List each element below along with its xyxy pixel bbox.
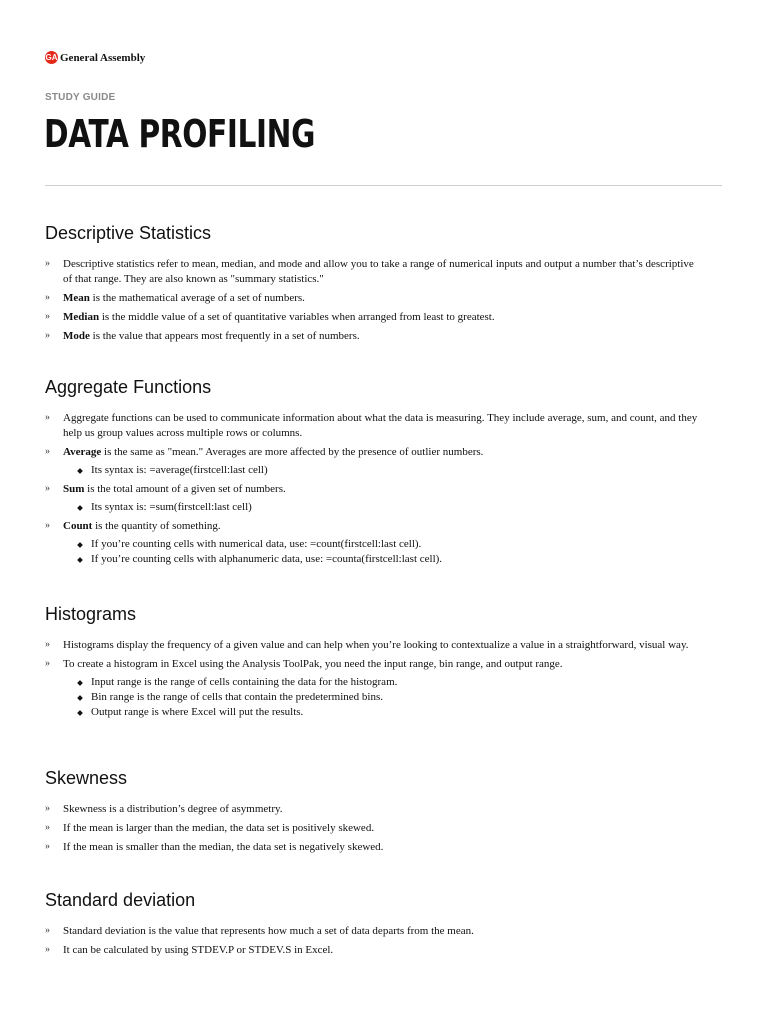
item-text: is the middle value of a set of quantitative variables when arranged from least to greatest. <box>99 311 495 323</box>
list-item <box>45 310 705 325</box>
item-text: is the total amount of a given set of numbers. <box>84 483 286 495</box>
sub-list <box>63 463 705 478</box>
sub-list-item: Output range is where Excel will put the results. <box>63 705 705 720</box>
list-item <box>45 657 705 720</box>
section-heading: Skewness <box>45 768 128 788</box>
section-heading: Histograms <box>45 604 137 624</box>
sub-list-item: Input range is the range of cells containing the data for the histogram. <box>63 675 705 690</box>
study-guide-label: STUDY GUIDE <box>45 92 116 103</box>
bullet-list <box>45 257 705 344</box>
section-descriptive-statistics <box>45 221 705 348</box>
list-item <box>45 519 705 567</box>
bullet-list <box>45 411 705 567</box>
term-label: Sum <box>63 483 85 495</box>
list-item <box>45 411 705 441</box>
section-standard-deviation <box>45 888 705 962</box>
list-item <box>45 840 705 855</box>
item-text: Histograms display the frequency of a given value and can help when you’re looking to contextualize a value in a straightforward, visual way. <box>63 639 689 651</box>
list-item <box>45 445 705 478</box>
item-text: To create a histogram in Excel using the Analysis ToolPak, you need the input range, bin range, and output range. <box>63 658 563 670</box>
term-label: Average <box>63 446 102 458</box>
sub-list-item: Bin range is the range of cells that contain the predetermined bins. <box>63 690 705 705</box>
sub-list <box>63 500 705 515</box>
sub-list-item: Its syntax is: =sum(firstcell:last cell) <box>63 500 705 515</box>
page-title: DATA PROFILING <box>44 112 316 156</box>
list-item <box>45 257 705 287</box>
list-item <box>45 802 705 817</box>
bullet-list <box>45 924 705 958</box>
item-text: Aggregate functions can be used to communicate information about what the data is measuring. They include average, sum, and count, and they help us group values across multiple rows or columns. <box>63 412 698 439</box>
item-text: is the quantity of something. <box>92 520 221 532</box>
item-text: Standard deviation is the value that represents how much a set of data departs from the mean. <box>63 925 474 937</box>
sub-list-item: If you’re counting cells with numerical data, use: =count(firstcell:last cell). <box>63 537 705 552</box>
sub-list <box>63 537 705 567</box>
item-text: If the mean is smaller than the median, the data set is negatively skewed. <box>63 841 384 853</box>
term-label: Count <box>63 520 93 532</box>
list-item <box>45 482 705 515</box>
item-text: Skewness is a distribution’s degree of asymmetry. <box>63 803 283 815</box>
logo-text: General Assembly <box>60 51 146 64</box>
item-text: is the same as "mean." Averages are more affected by the presence of outlier numbers. <box>101 446 484 458</box>
sub-list-item: Its syntax is: =average(firstcell:last cell) <box>63 463 705 478</box>
bullet-list <box>45 802 705 855</box>
term-label: Mean <box>63 292 90 304</box>
list-item <box>45 329 705 344</box>
item-text: It can be calculated by using STDEV.P or STDEV.S in Excel. <box>63 944 334 956</box>
header-divider <box>45 185 722 186</box>
term-label: Median <box>63 311 100 323</box>
list-item <box>45 291 705 306</box>
term-label: Mode <box>63 330 90 342</box>
section-heading: Descriptive Statistics <box>45 223 212 243</box>
list-item <box>45 638 705 653</box>
ga-logo-icon: GA <box>45 53 58 62</box>
list-item <box>45 821 705 836</box>
item-text: is the mathematical average of a set of numbers. <box>89 292 305 304</box>
item-text: is the value that appears most frequently in a set of numbers. <box>89 330 360 342</box>
section-heading: Aggregate Functions <box>45 377 212 397</box>
section-heading: Standard deviation <box>45 890 196 910</box>
section-skewness <box>45 766 705 859</box>
section-histograms <box>45 602 705 724</box>
sub-list-item: If you’re counting cells with alphanumeric data, use: =counta(firstcell:last cell). <box>63 552 705 567</box>
list-item <box>45 924 705 939</box>
general-assembly-logo <box>45 51 145 64</box>
list-item <box>45 943 705 958</box>
sub-list <box>63 675 705 720</box>
section-aggregate-functions <box>45 375 705 571</box>
item-text: Descriptive statistics refer to mean, median, and mode and allow you to take a range of numerical inputs and output a number that’s descriptive of that range. They are also known as "summary statistics." <box>63 258 694 285</box>
bullet-list <box>45 638 705 720</box>
item-text: If the mean is larger than the median, the data set is positively skewed. <box>63 822 375 834</box>
